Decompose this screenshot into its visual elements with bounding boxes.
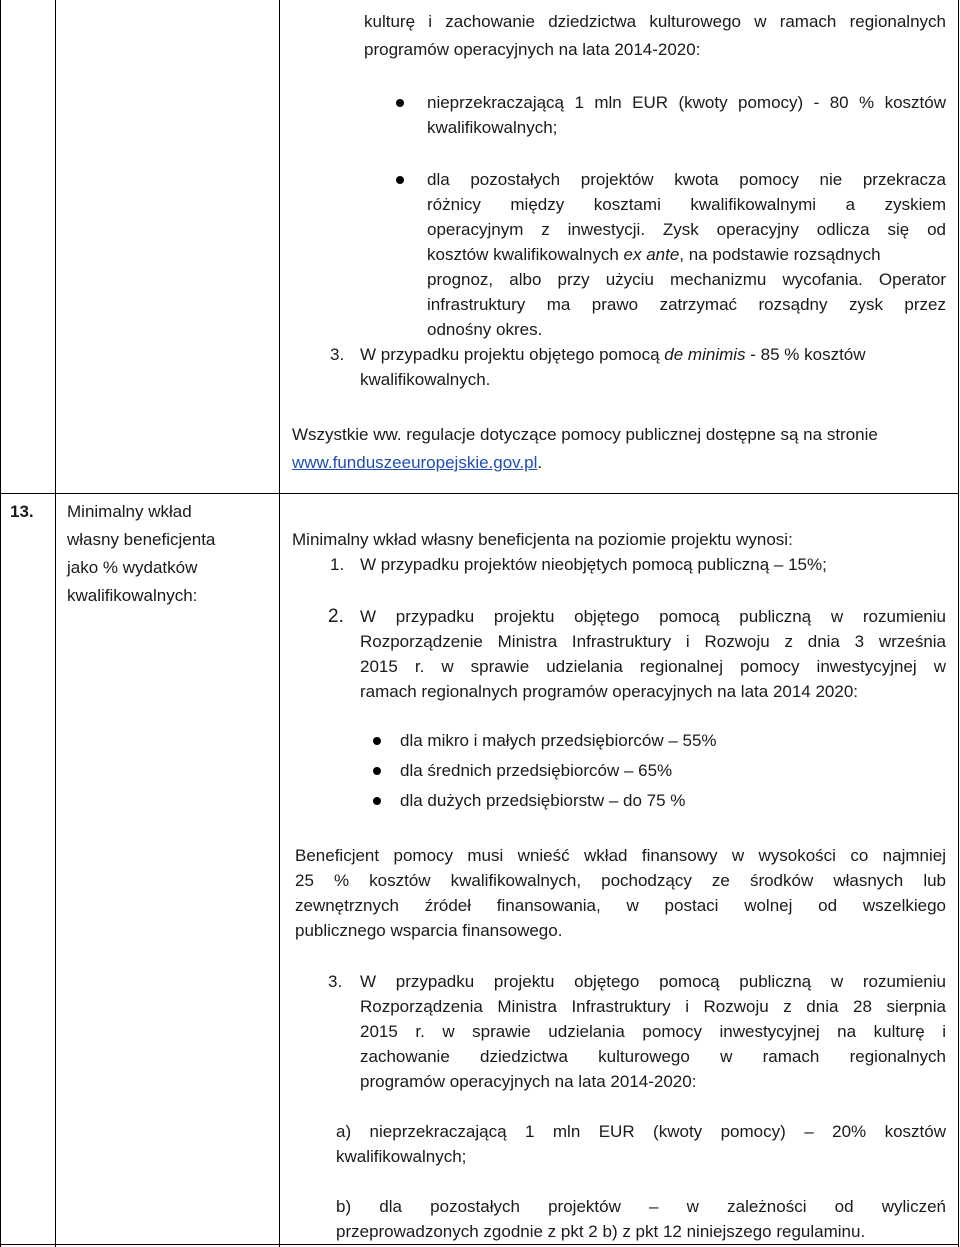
bullet-icon	[373, 737, 381, 745]
note-line-1: Wszystkie ww. regulacje dotyczące pomocy publicznej dostępne są na stronie	[292, 425, 878, 444]
row-label-line-3: jako % wydatków	[67, 558, 198, 577]
item3-line-1a: W przypadku projektu objętego pomocą	[360, 345, 665, 364]
sub-b-line-2: przeprowadzonych zgodnie z pkt 2 b) z pkt 12 niniejszego regulaminu.	[336, 1222, 866, 1241]
item3-line-1b: - 85 % kosztów	[745, 345, 866, 364]
bullet2-line-4b: , na podstawie rozsądnych	[679, 245, 881, 264]
col-divider-1	[55, 0, 56, 1247]
bullet-icon	[396, 99, 404, 107]
item3-number: 3.	[330, 345, 345, 364]
item2-line-1: W przypadku projektu objętego pomocą publiczną w rozumieniu	[360, 607, 946, 626]
bullet2-line-4a: kosztów kwalifikowalnych	[427, 245, 624, 264]
bullet2-line-7: odnośny okres.	[427, 320, 543, 339]
bullet1-line-1: nieprzekraczającą 1 mln EUR (kwoty pomocy) - 80 % kosztów	[427, 93, 946, 112]
bullet2-line-3: operacyjnym z inwestycji. Zysk operacyjny odlicza się od	[427, 220, 946, 239]
bullet2-line-6: infrastruktury ma prawo zatrzymać rozsądny zysk przez	[427, 295, 946, 314]
intro-line-2: programów operacyjnych na lata 2014-2020:	[364, 40, 701, 59]
r13-item3-line-1: W przypadku projektu objętego pomocą publiczną w rozumieniu	[360, 972, 946, 991]
item2-line-4: ramach regionalnych programów operacyjnych na lata 2014 2020:	[360, 682, 859, 701]
bullet1-line-2: kwalifikowalnych;	[427, 118, 558, 137]
row-label-line-4: kwalifikowalnych:	[67, 586, 198, 605]
item3-number-13: 3.	[328, 972, 343, 991]
item3-line-1	[360, 343, 866, 367]
row-label-line-1: Minimalny wkład	[67, 502, 192, 521]
table-border-right	[958, 0, 959, 1247]
bullet-icon	[396, 176, 404, 184]
item3-line-2: kwalifikowalnych.	[360, 370, 491, 389]
r13-item3-line-3: 2015 r. w sprawie udzielania pomocy inwestycyjnej na kulturę i	[360, 1022, 946, 1041]
r13-item3-line-5: programów operacyjnych na lata 2014-2020:	[360, 1072, 697, 1091]
bullet2-line-1: dla pozostałych projektów kwota pomocy nie przekracza	[427, 170, 946, 189]
paragraph-line-2: 25 % kosztów kwalifikowalnych, pochodzący ze środków własnych lub	[295, 871, 946, 890]
col-divider-2	[279, 0, 280, 1247]
bullet2-line-5: prognoz, albo przy użyciu mechanizmu wycofania. Operator	[427, 270, 946, 289]
paragraph-line-1: Beneficjent pomocy musi wnieść wkład finansowy w wysokości co najmniej	[295, 846, 946, 865]
row-label-line-2: własny beneficjenta	[67, 530, 216, 549]
sub-a-line-2: kwalifikowalnych;	[336, 1147, 467, 1166]
bullet-icon	[373, 767, 381, 775]
item2-line-3: 2015 r. w sprawie udzielania regionalnej pomocy inwestycyjnej w	[360, 657, 946, 676]
item1-number: 1.	[330, 555, 345, 574]
table-border-left	[0, 0, 1, 1247]
item1-text: W przypadku projektów nieobjętych pomocą publiczną – 15%;	[360, 555, 827, 574]
de-minimis-term: de minimis	[664, 345, 746, 364]
bullet2-line-2: różnicy między kosztami kwalifikowalnymi a zyskiem	[427, 195, 946, 214]
r13-item3-line-4: zachowanie dziedzictwa kulturowego w ramach regionalnych	[360, 1047, 946, 1066]
funds-website-link[interactable]: www.funduszeeuropejskie.gov.pl	[292, 453, 538, 472]
bullet-icon	[373, 797, 381, 805]
r13-item3-line-2: Rozporządzenia Ministra Infrastruktury i Rozwoju z dnia 28 sierpnia	[360, 997, 946, 1016]
item2-line-2: Rozporządzenie Ministra Infrastruktury i Rozwoju z dnia 3 września	[360, 632, 946, 651]
ex-ante-term: ex ante	[623, 245, 680, 264]
paragraph-line-4: publicznego wsparcia finansowego.	[295, 921, 563, 940]
contribution-intro: Minimalny wkład własny beneficjenta na poziomie projektu wynosi:	[292, 530, 793, 549]
row-number: 13.	[10, 502, 34, 521]
row-divider	[0, 493, 959, 494]
item2-bullet-1: dla mikro i małych przedsiębiorców – 55%	[400, 731, 717, 750]
intro-line-1: kulturę i zachowanie dziedzictwa kulturowego w ramach regionalnych	[364, 12, 946, 31]
item2-number: 2.	[328, 606, 344, 627]
note-end: .	[537, 453, 543, 472]
item2-bullet-2: dla średnich przedsiębiorców – 65%	[400, 761, 673, 780]
bullet2-line-4	[427, 243, 881, 267]
paragraph-line-3: zewnętrznych źródeł finansowania, w postaci wolnej od wszelkiego	[295, 896, 946, 915]
note-line-2	[292, 451, 542, 475]
table-border-bottom	[0, 1244, 959, 1245]
item2-bullet-3: dla dużych przedsiębiorstw – do 75 %	[400, 791, 686, 810]
sub-b-line-1: b) dla pozostałych projektów – w zależności od wyliczeń	[336, 1197, 946, 1216]
sub-a-line-1: a) nieprzekraczającą 1 mln EUR (kwoty pomocy) – 20% kosztów	[336, 1122, 946, 1141]
